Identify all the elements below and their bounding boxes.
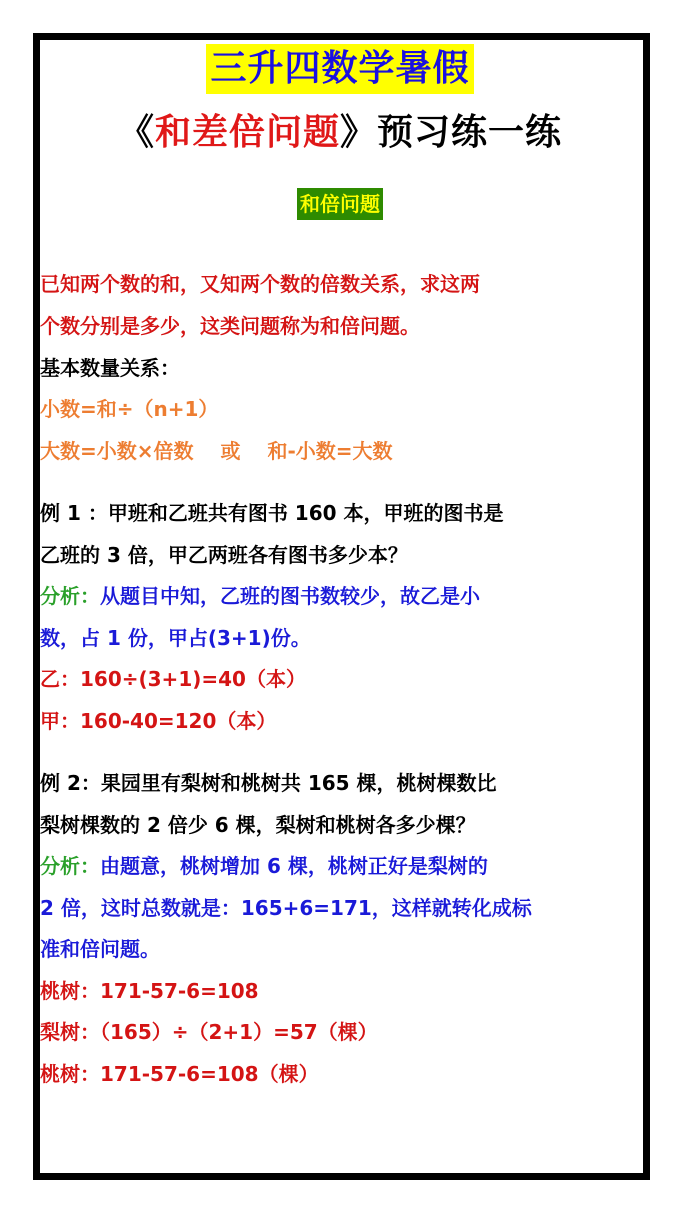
example2-answer-3: 桃树：171-57-6=108（棵） (40, 1062, 319, 1086)
example1-question-line-2: 乙班的 3 倍，甲乙两班各有图书多少本？ (40, 543, 408, 567)
title-close-bracket: 》 (340, 112, 378, 153)
definition-line-1: 已知两个数的和，又知两个数的倍数关系，求这两 (40, 272, 480, 296)
section-heading: 和倍问题 (297, 188, 383, 220)
title-line1-wrap (0, 44, 680, 94)
example2-answer-1: 桃树：171-57-6=108 (40, 979, 259, 1003)
example1-question-line-1: 例 1 ：甲班和乙班共有图书 160 本，甲班的图书是 (40, 501, 504, 525)
formula-small-number: 小数=和÷（n+1） (40, 397, 219, 421)
example2-analysis-line-1 (40, 852, 580, 880)
example2-question-line-2: 梨树棵数的 2 倍少 6 棵，梨树和桃树各多少棵？ (40, 813, 476, 837)
title-rest: 预习练一练 (377, 112, 563, 153)
example1-analysis-text-1: 从题目中知，乙班的图书数较少，故乙是小 (100, 584, 480, 608)
example2-question-line-1: 例 2：果园里有梨树和桃树共 165 棵，桃树棵数比 (40, 771, 497, 795)
title-line2 (0, 108, 680, 158)
example2-analysis-line-2: 2 倍，这时总数就是：165+6=171，这样就转化成标 (40, 896, 532, 920)
title-open-bracket: 《 (117, 112, 155, 153)
example1-analysis-line-1 (40, 582, 580, 610)
title-highlight: 和差倍问题 (154, 112, 340, 153)
title-line1: 三升四数学暑假 (206, 44, 473, 94)
basic-relation-label: 基本数量关系： (40, 356, 180, 380)
example1-analysis-label: 分析： (40, 584, 100, 608)
example2-analysis-line-3: 准和倍问题。 (40, 937, 160, 961)
example2-answer-2: 梨树：（165）÷（2+1）=57（棵） (40, 1020, 378, 1044)
example1-answer-1: 乙：160÷(3+1)=40（本） (40, 667, 306, 691)
example1-analysis-line-2: 数，占 1 份，甲占(3+1)份。 (40, 626, 311, 650)
example2-analysis-label: 分析： (40, 854, 100, 878)
formula-large-number: 大数=小数×倍数 或 和-小数=大数 (40, 439, 393, 463)
example2-analysis-text-1: 由题意，桃树增加 6 棵，桃树正好是梨树的 (100, 854, 488, 878)
definition-line-2: 个数分别是多少，这类问题称为和倍问题。 (40, 314, 420, 338)
section-heading-wrap (0, 188, 680, 220)
example1-answer-2: 甲：160-40=120（本） (40, 709, 277, 733)
